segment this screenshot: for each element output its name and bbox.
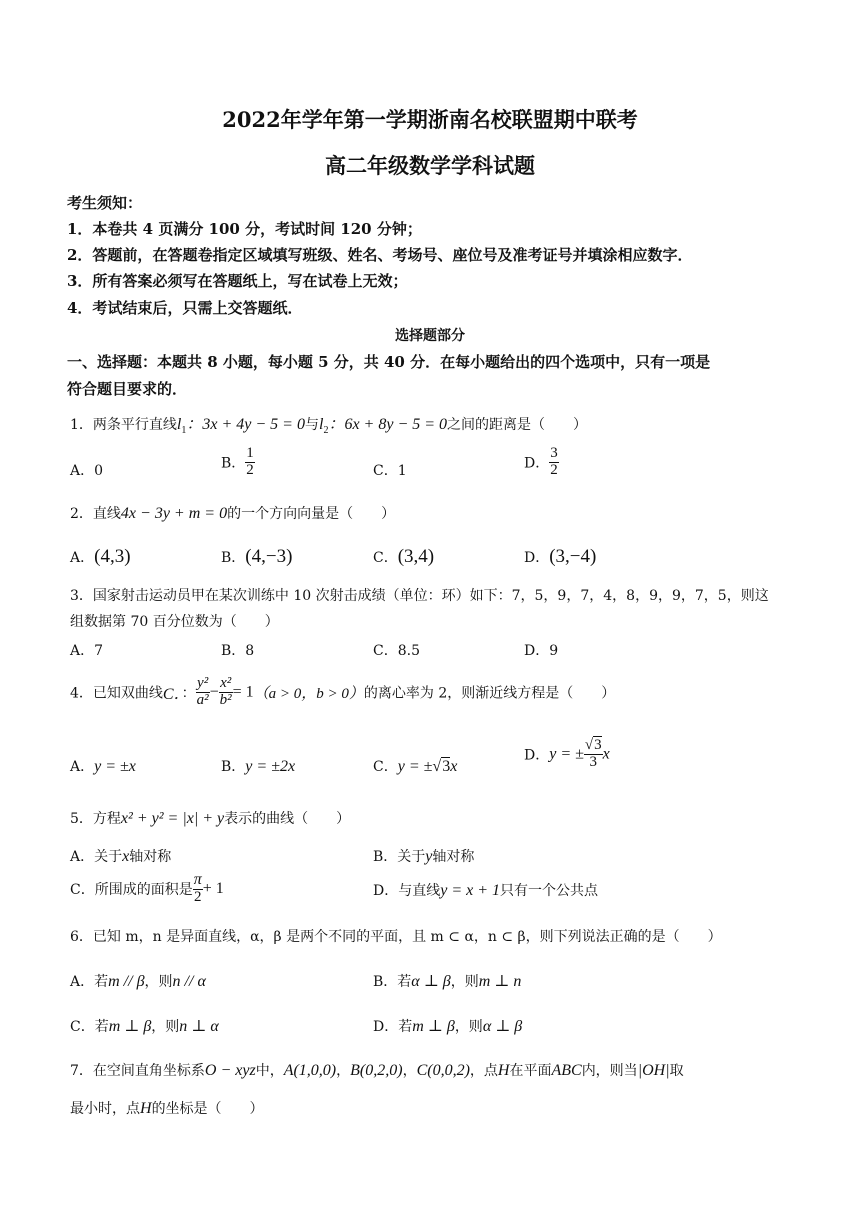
question-4-option-b: B．y = ±2x bbox=[221, 758, 296, 775]
question-5-option-a: A．关于x轴对称 bbox=[70, 848, 172, 865]
question-3-option-a: A．7 bbox=[70, 643, 104, 659]
question-7-stem-line1: 7．在空间直角坐标系O − xyz中，A(1,0,0)，B(0,2,0)，C(0,0,2)，点H在平面ABC内，则当|OH|取 bbox=[70, 1062, 684, 1079]
section-instruction-line2: 符合题目要求的． bbox=[67, 380, 188, 398]
notice-item-4: 4．考试结束后，只需上交答题纸． bbox=[67, 299, 303, 317]
question-1-option-b: B． $\frac{1}{2}$ bbox=[221, 445, 254, 478]
notice-item-2: 2．答题前，在答题卷指定区域填写班级、姓名、考场号、座位号及准考证号并填涂相应数字． bbox=[67, 246, 693, 264]
question-6-option-b: B．若α ⊥ β，则m ⊥ n bbox=[373, 973, 522, 990]
section-part-label: 选择题部分 bbox=[395, 328, 465, 344]
question-4-stem: 4．已知双曲线C．： $\frac{\text{y²}}{\text{a²}}$ − $\frac{\text{x²}}{\text{b²}}$ = 1（a > 0，b > 0）的离心率为 2，则渐近线方程是（ ） bbox=[70, 675, 616, 708]
notice-item-3: 3．所有答案必须写在答题纸上，写在试卷上无效； bbox=[67, 272, 408, 290]
question-1-option-d: D． $\frac{3}{2}$ bbox=[524, 445, 558, 478]
question-3-stem-line1: 3．国家射击运动员甲在某次训练中 10 次射击成绩（单位：环）如下：7，5，9，7，4，8，9，9，7，5，则这 bbox=[70, 588, 769, 604]
exam-title: 2022年学年第一学期浙南名校联盟期中联考 bbox=[222, 107, 638, 132]
question-3-option-d: D．9 bbox=[524, 643, 559, 659]
exam-subtitle: 高二年级数学学科试题 bbox=[325, 153, 535, 178]
question-2-option-b: B．(4,−3) bbox=[221, 546, 293, 567]
question-3-stem-line2: 组数据第 70 百分位数为（ ） bbox=[70, 614, 279, 630]
question-5-option-c: C．所围成的面积是 $\frac{\pi}{2}$ + 1 bbox=[70, 871, 224, 905]
question-1-option-c: C．1 bbox=[373, 463, 407, 479]
notice-item-1: 1．本卷共 4 页满分 100 分，考试时间 120 分钟； bbox=[67, 220, 422, 238]
question-4-option-a: A．y = ±x bbox=[70, 758, 136, 775]
question-6-option-a: A．若m // β，则n // α bbox=[70, 973, 206, 990]
question-2-stem: 2．直线4x − 3y + m = 0的一个方向向量是（ ） bbox=[70, 505, 396, 522]
question-2-option-a: A．(4,3) bbox=[70, 546, 131, 567]
question-2-option-c: C．(3,4) bbox=[373, 546, 435, 567]
question-7-stem-line2: 最小时，点H的坐标是（ ） bbox=[70, 1100, 264, 1117]
question-6-option-c: C．若m ⊥ β，则n ⊥ α bbox=[70, 1018, 219, 1035]
question-4-option-d: D．y = ± $\frac{√3}{3}$ x bbox=[524, 737, 610, 770]
question-3-option-c: C．8.5 bbox=[373, 643, 420, 659]
question-3-option-b: B．8 bbox=[221, 643, 255, 659]
question-5-option-b: B．关于y轴对称 bbox=[373, 848, 475, 865]
question-1-stem: 1．两条平行直线$l_1$：3x + 4y − 5 = 0与$l_2$：6x + 8y − 5 = 0之间的距离是（ ） bbox=[70, 416, 588, 436]
question-6-stem: 6．已知 m，n 是异面直线，α，β 是两个不同的平面，且 m ⊂ α，n ⊂ β，则下列说法正确的是（ ） bbox=[70, 929, 722, 945]
question-1-option-a: A．0 bbox=[70, 463, 104, 479]
question-6-option-d: D．若m ⊥ β，则α ⊥ β bbox=[373, 1018, 523, 1035]
question-4-option-c: C．y = ±√3x bbox=[373, 758, 458, 775]
question-2-option-d: D．(3,−4) bbox=[524, 546, 597, 567]
section-instruction-line1: 一、选择题：本题共 8 小题，每小题 5 分，共 40 分．在每小题给出的四个选项中，只有一项是 bbox=[67, 353, 711, 371]
notice-heading: 考生须知： bbox=[67, 194, 143, 212]
question-5-option-d: D．与直线y = x + 1只有一个公共点 bbox=[373, 882, 599, 899]
question-5-stem: 5．方程x² + y² = |x| + y表示的曲线（ ） bbox=[70, 810, 351, 827]
